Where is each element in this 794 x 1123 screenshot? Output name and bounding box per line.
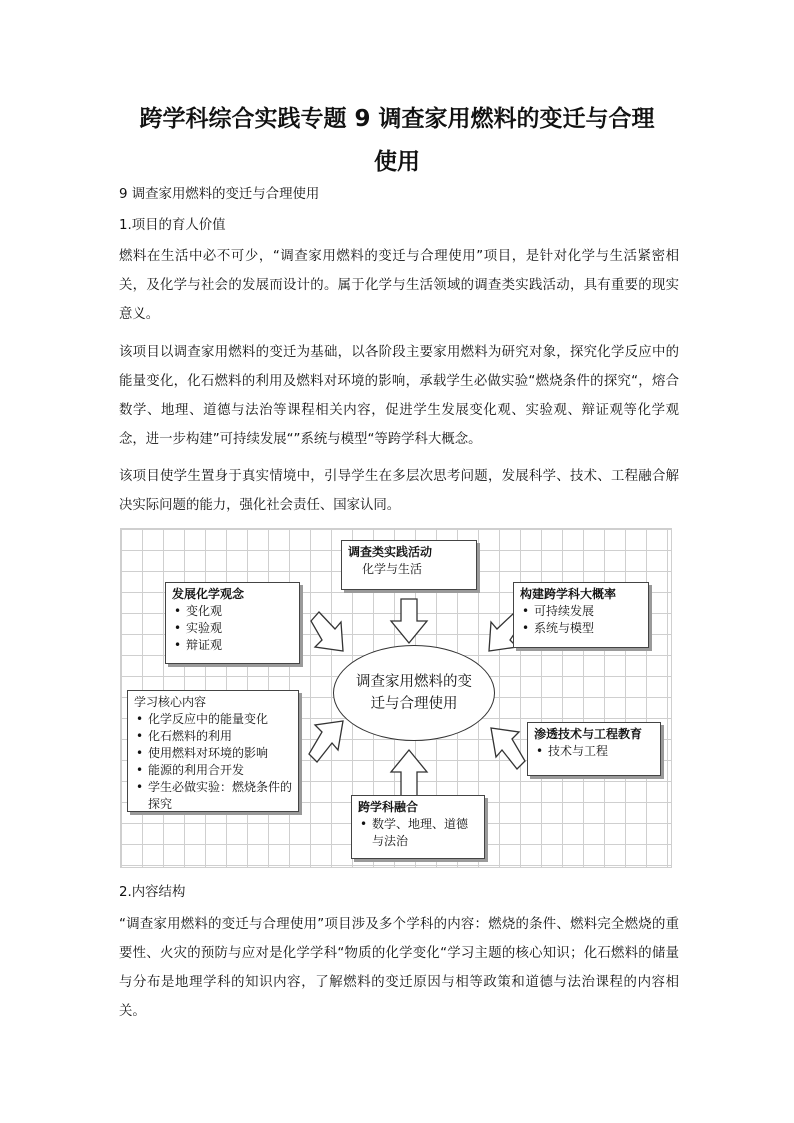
concept-box-title: 发展化学观念 (172, 587, 245, 601)
arrow-from-left-bottom (309, 721, 343, 762)
core-content-item: • 学生必做实验：燃烧条件的探究 (134, 779, 292, 813)
big-concept-item: • 可持续发展 (520, 603, 642, 620)
tech-engineering-item: • 技术与工程 (534, 743, 654, 760)
concept-item: • 实验观 (172, 620, 293, 637)
top-box-title: 调查类实践活动 (348, 545, 433, 559)
concept-diagram (120, 528, 672, 868)
core-content-item: • 化石燃料的利用 (134, 728, 292, 745)
paragraph-3: 该项目使学生置身于真实情境中，引导学生在多层次思考问题，发展科学、技术、工程融合解决实际问题的能力，强化社会责任、国家认同。 (119, 469, 679, 513)
tech-engineering-box-title: 渗透技术与工程教育 (534, 727, 643, 741)
big-concept-box (513, 582, 649, 648)
document-title-line-1: 跨学科综合实践专题 9 调查家用燃料的变迁与合理 (139, 106, 655, 132)
document-subtitle: 9 调查家用燃料的变迁与合理使用 (119, 187, 320, 202)
core-content-item: • 使用燃料对环境的影响 (134, 745, 292, 762)
arrow-from-left-top (311, 612, 343, 651)
paragraph-4: “调查家用燃料的变迁与合理使用”项目涉及多个学科的内容：燃烧的条件、燃料完全燃烧的重要性、火灾的预防与应对是化学学科“物质的化学变化“学习主题的核心知识；化石燃料的储量与分布是地理学科的知识内容，了解燃料的变迁原因与相等政策和道德与法治课程的内容相关。 (119, 917, 679, 1019)
core-content-item: • 能源的利用合开发 (134, 762, 292, 779)
big-concept-item: • 系统与模型 (520, 620, 642, 637)
arrow-down (391, 599, 427, 643)
concept-box (165, 582, 300, 664)
arrow-from-right-bottom (491, 728, 525, 769)
interdisciplinary-box-title: 跨学科融合 (358, 800, 419, 814)
center-topic-text: 调查家用燃料的变迁与合理使用 (356, 674, 472, 712)
core-content-item: • 化学反应中的能量变化 (134, 711, 292, 728)
top-box-item: 化学与生活 (362, 562, 423, 576)
top-activity-box (341, 540, 477, 590)
paragraph-2: 该项目以调查家用燃料的变迁为基础，以各阶段主要家用燃料为研究对象，探究化学反应中的能量变化，化石燃料的利用及燃料对环境的影响，承载学生必做实验“燃烧条件的探究“，熔合数学、地理、道德与法治等课程相关内容，促进学生发展变化观、实验观、辩证观等化学观念，进一步构建”可持续发展“”系统与模型“等跨学科大概念。 (119, 345, 679, 447)
center-topic-ellipse (333, 645, 495, 741)
core-content-box (127, 690, 299, 812)
concept-item: • 辩证观 (172, 637, 293, 654)
interdisciplinary-box (351, 795, 485, 859)
section-2-heading: 2.内容结构 (119, 885, 186, 900)
interdisciplinary-item: • 数学、地理、道德与法治 (358, 816, 478, 850)
arrow-up (391, 750, 427, 797)
document-title-line-2: 使用 (374, 149, 420, 175)
tech-engineering-box (527, 722, 661, 776)
section-1-heading: 1.项目的育人价值 (119, 218, 226, 233)
core-content-box-title: 学习核心内容 (134, 695, 207, 709)
paragraph-1: 燃料在生活中必不可少，“调查家用燃料的变迁与合理使用”项目，是针对化学与生活紧密相关，及化学与社会的发展而设计的。属于化学与生活领域的调查类实践活动，具有重要的现实意义。 (119, 249, 679, 322)
big-concept-box-title: 构建跨学科大概率 (520, 587, 617, 601)
concept-item: • 变化观 (172, 603, 293, 620)
